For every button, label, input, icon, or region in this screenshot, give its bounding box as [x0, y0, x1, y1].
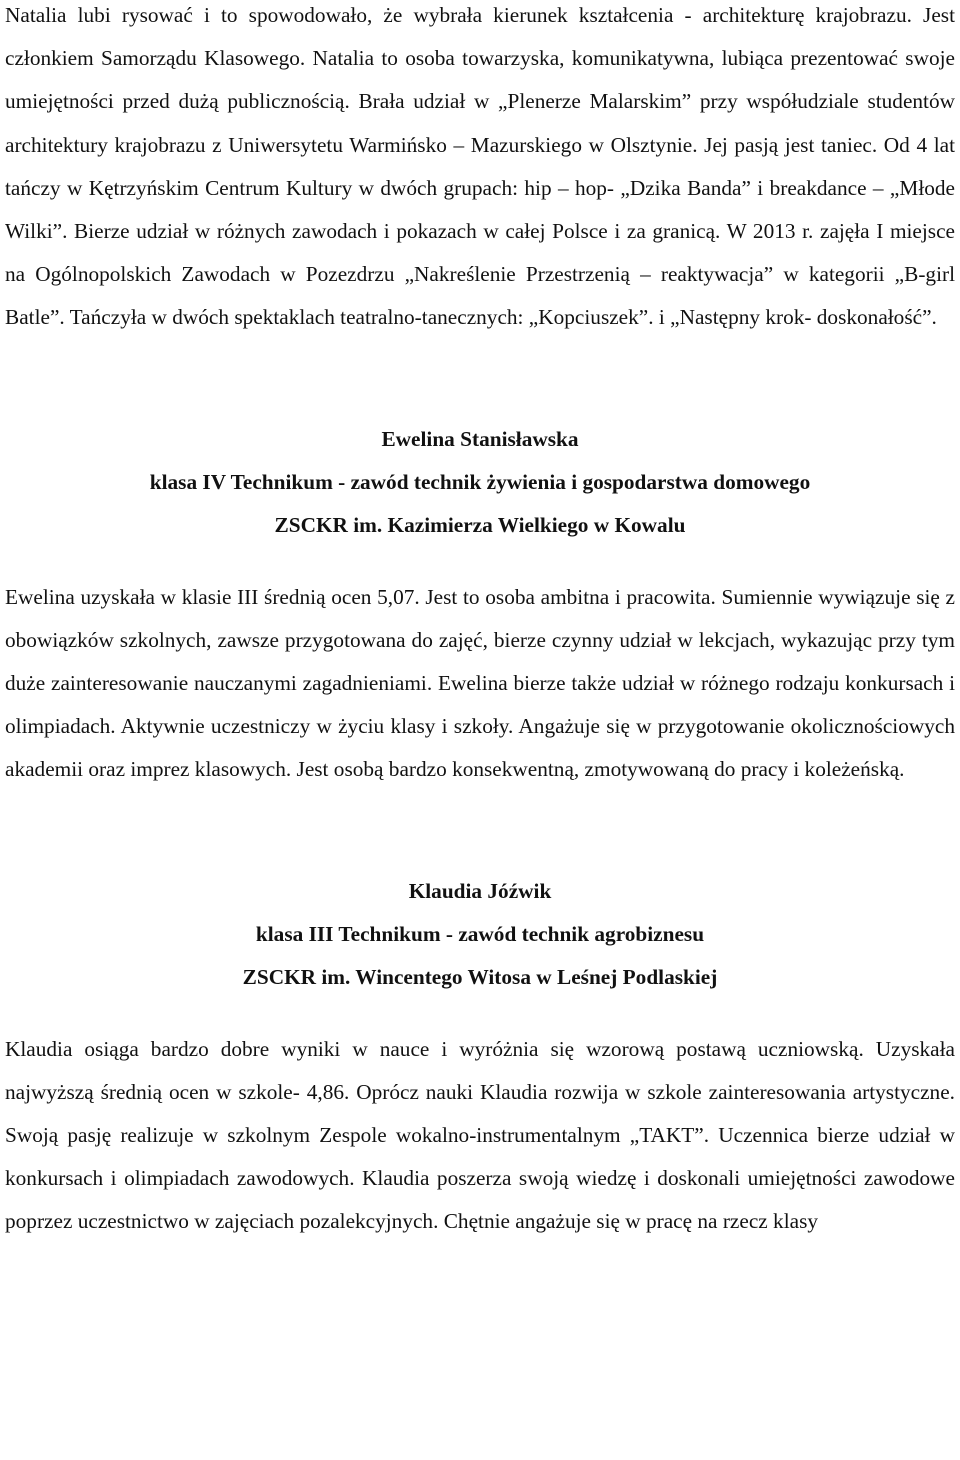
class-line: klasa III Technikum - zawód technik agrobiznesu: [255, 921, 705, 946]
student-name: Klaudia Jóźwik: [408, 878, 552, 903]
document-page: [5, 0, 955, 1244]
student-name: Ewelina Stanisławska: [381, 426, 579, 451]
class-line: klasa IV Technikum - zawód technik żywienia i gospodarstwa domowego: [149, 469, 811, 494]
natalia-paragraph: Natalia lubi rysować i to spowodowało, że wybrała kierunek kształcenia - architekturę krajobrazu. Jest członkiem Samorządu Klasowego. Natalia to osoba towarzyska, komunikatywna, lubiąca prezentować swoje umiejętności przed dużą publicznością. Brała udział w „Plenerze Malarskim” przy współudziale studentów architektury krajobrazu z Uniwersytetu Warmińsko – Mazurskiego w Olsztynie. Jej pasją jest taniec. Od 4 lat tańczy w Kętrzyńskim Centrum Kultury w dwóch grupach: hip – hop- „Dzika Banda” i breakdance – „Młode Wilki”. Bierze udział w różnych zawodach i pokazach w całej Polsce i za granicą. W 2013 r. zajęła I miejsce na Ogólnopolskich Zawodach w Pozezdrzu „Nakreślenie Przestrzenią – reaktywacja” w kategorii „B-girl Batle”. Tańczyła w dwóch spektaklach teatralno-tanecznych: „Kopciuszek”. i „Następny krok- doskonałość”.: [5, 3, 955, 330]
klaudia-paragraph: Klaudia osiąga bardzo dobre wyniki w nauce i wyróżnia się wzorową postawą uczniowską. Uzyskała najwyższą średnią ocen w szkole- 4,86. Oprócz nauki Klaudia rozwija w szkole zainteresowania artystyczne. Swoją pasję realizuje w szkolnym Zespole wokalno-instrumentalnym „TAKT”. Uczennica bierze udział w konkursach i olimpiadach zawodowych. Klaudia poszerza swoją wiedzę i doskonali umiejętności zawodowe poprzez uczestnictwo w zajęciach pozalekcyjnych. Chętnie angażuje się w pracę na rzecz klasy: [5, 1036, 955, 1234]
school-line: ZSCKR im. Kazimierza Wielkiego w Kowalu: [274, 512, 686, 537]
school-line: ZSCKR im. Wincentego Witosa w Leśnej Podlaskiej: [242, 964, 718, 989]
klaudia-heading: [5, 870, 955, 999]
ewelina-heading: [5, 418, 955, 547]
ewelina-paragraph: Ewelina uzyskała w klasie III średnią ocen 5,07. Jest to osoba ambitna i pracowita. Sumiennie wywiązuje się z obowiązków szkolnych, zawsze przygotowana do zajęć, bierze czynny udział w lekcjach, wykazując przy tym duże zainteresowanie nauczanymi zagadnieniami. Ewelina bierze także udział w różnego rodzaju konkursach i olimpiadach. Aktywnie uczestniczy w życiu klasy i szkoły. Angażuje się w przygotowanie okolicznościowych akademii oraz imprez klasowych. Jest osobą bardzo konsekwentną, zmotywowaną do pracy i koleżeńską.: [5, 584, 955, 782]
